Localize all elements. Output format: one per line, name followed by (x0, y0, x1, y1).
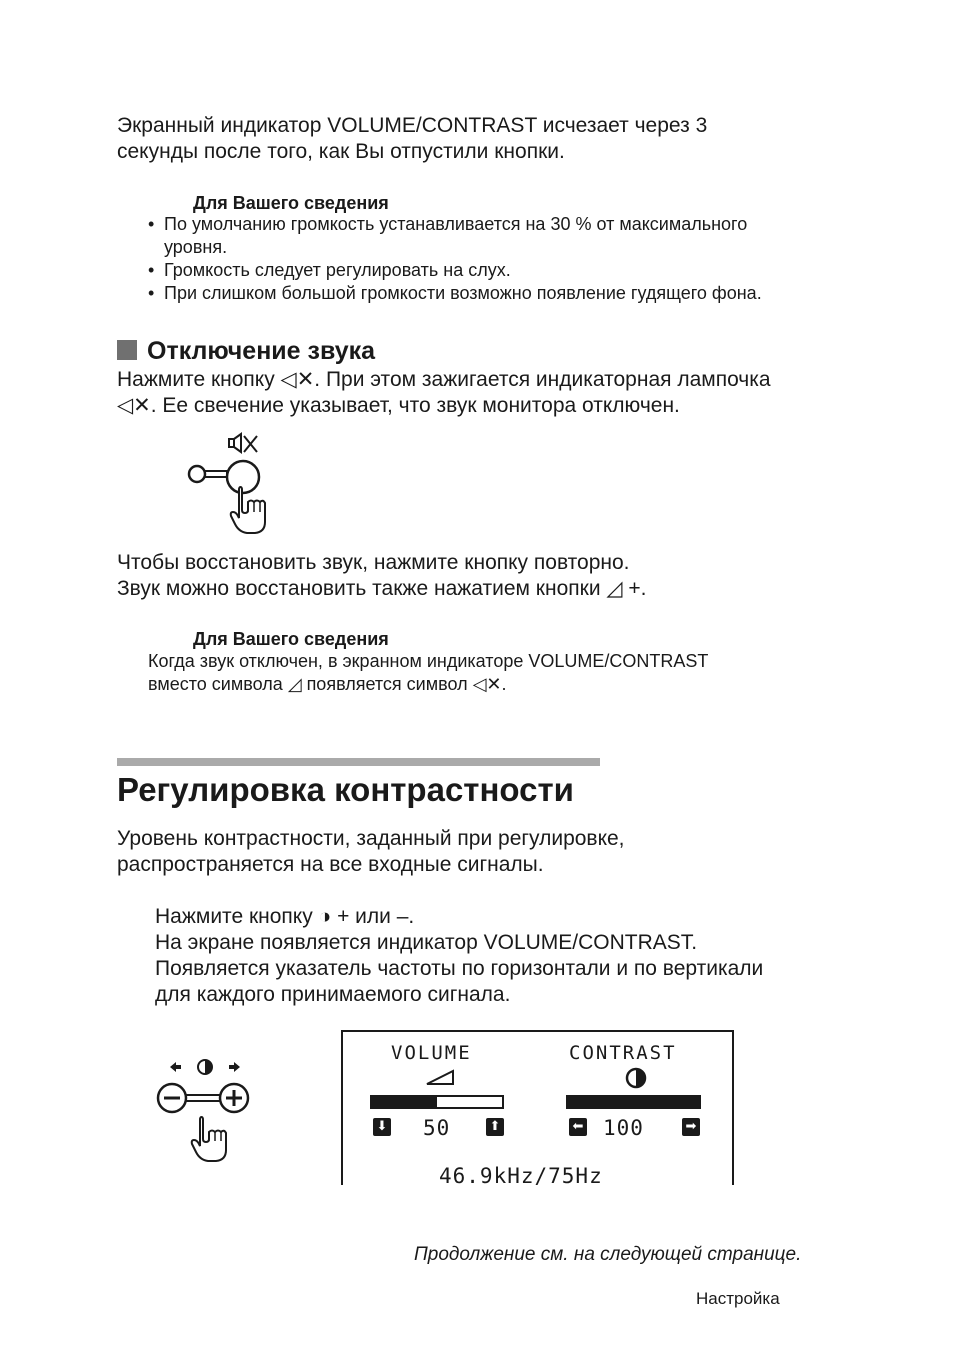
mute-after-text (117, 550, 646, 602)
indicator-lamp-icon (189, 466, 205, 482)
section-footer: Настройка (696, 1289, 780, 1308)
osd-volume-value: 50 (423, 1116, 451, 1140)
contrast-step-1: Нажмите кнопку ◑ + или –. (155, 905, 415, 928)
intro-line-1: Экранный индикатор VOLUME/CONTRAST исчезает через 3 (117, 114, 708, 137)
mute-line-2: ◁✕. Ее свечение указывает, что звук монитора отключен. (117, 394, 680, 417)
contrast-intro-line-2: распространяется на все входные сигналы. (117, 853, 544, 876)
arrow-left-icon: ⬅ (569, 1118, 587, 1136)
note-line-1: Когда звук отключен, в экранном индикаторе VOLUME/CONTRAST (148, 651, 709, 671)
volume-level-bar (370, 1095, 504, 1109)
contrast-step-4: для каждого принимаемого сигнала. (155, 983, 511, 1006)
contrast-level-bar (566, 1095, 701, 1109)
note-title: Для Вашего сведения (193, 629, 389, 649)
intro-line-2: секунды после того, как Вы отпустили кнопки. (117, 140, 565, 163)
contrast-level-fill (568, 1097, 699, 1107)
osd-contrast-value: 100 (603, 1116, 644, 1140)
note-line-2: вместо символа ◿ появляется символ ◁✕. (148, 674, 507, 694)
osd-frequency: 46.9kHz/75Hz (439, 1164, 603, 1188)
mute-icon (229, 434, 257, 452)
arrow-up-icon: ⬆ (486, 1118, 504, 1136)
section-divider (117, 758, 600, 766)
osd-volume-label: VOLUME (391, 1042, 472, 1064)
contrast-steps (155, 904, 763, 1008)
volume-icon (425, 1068, 457, 1086)
mute-text (117, 367, 771, 419)
volume-level-fill (372, 1097, 437, 1107)
note-bullet-1-cont: уровня. (164, 237, 228, 257)
osd-contrast-label: CONTRAST (569, 1042, 677, 1064)
note-text (148, 650, 708, 696)
contrast-icon (625, 1067, 647, 1089)
note-bullet-list (148, 213, 762, 305)
intro-text (117, 113, 707, 165)
mute-button-illustration (180, 432, 280, 538)
contrast-step-3: Появляется указатель частоты по горизонтали и по вертикали (155, 957, 764, 980)
mute-line-1: Нажмите кнопку ◁✕. При этом зажигается индикаторная лампочка (117, 368, 771, 391)
contrast-buttons-illustration (150, 1055, 260, 1167)
contrast-step-2: На экране появляется индикатор VOLUME/CONTRAST. (155, 931, 698, 954)
continued-note: Продолжение см. на следующей странице. (414, 1244, 802, 1265)
arrow-down-icon: ⬇ (373, 1118, 391, 1136)
volume-contrast-osd (341, 1030, 734, 1188)
contrast-intro (117, 826, 625, 878)
note-bullet-3: • При слишком большой громкости возможно появление гудящего фона. (148, 283, 762, 303)
contrast-intro-line-1: Уровень контрастности, заданный при регулировке, (117, 827, 625, 850)
square-bullet-icon (117, 340, 137, 360)
mute-button-icon (227, 461, 259, 493)
note-title: Для Вашего сведения (193, 193, 389, 213)
contrast-icon (198, 1060, 212, 1074)
section-heading-mute: Отключение звука (117, 336, 375, 366)
page-title-contrast: Регулировка контрастности (117, 771, 574, 808)
arrow-left-icon (170, 1062, 181, 1072)
arrow-right-icon: ➡ (682, 1118, 700, 1136)
arrow-right-icon (229, 1062, 240, 1072)
restore-line-2: Звук можно восстановить также нажатием кнопки ◿ +. (117, 577, 647, 600)
note-bullet-2: • Громкость следует регулировать на слух. (148, 260, 511, 280)
note-bullet-1: • По умолчанию громкость устанавливается на 30 % от максимального (148, 214, 748, 234)
restore-line-1: Чтобы восстановить звук, нажмите кнопку повторно. (117, 551, 630, 574)
